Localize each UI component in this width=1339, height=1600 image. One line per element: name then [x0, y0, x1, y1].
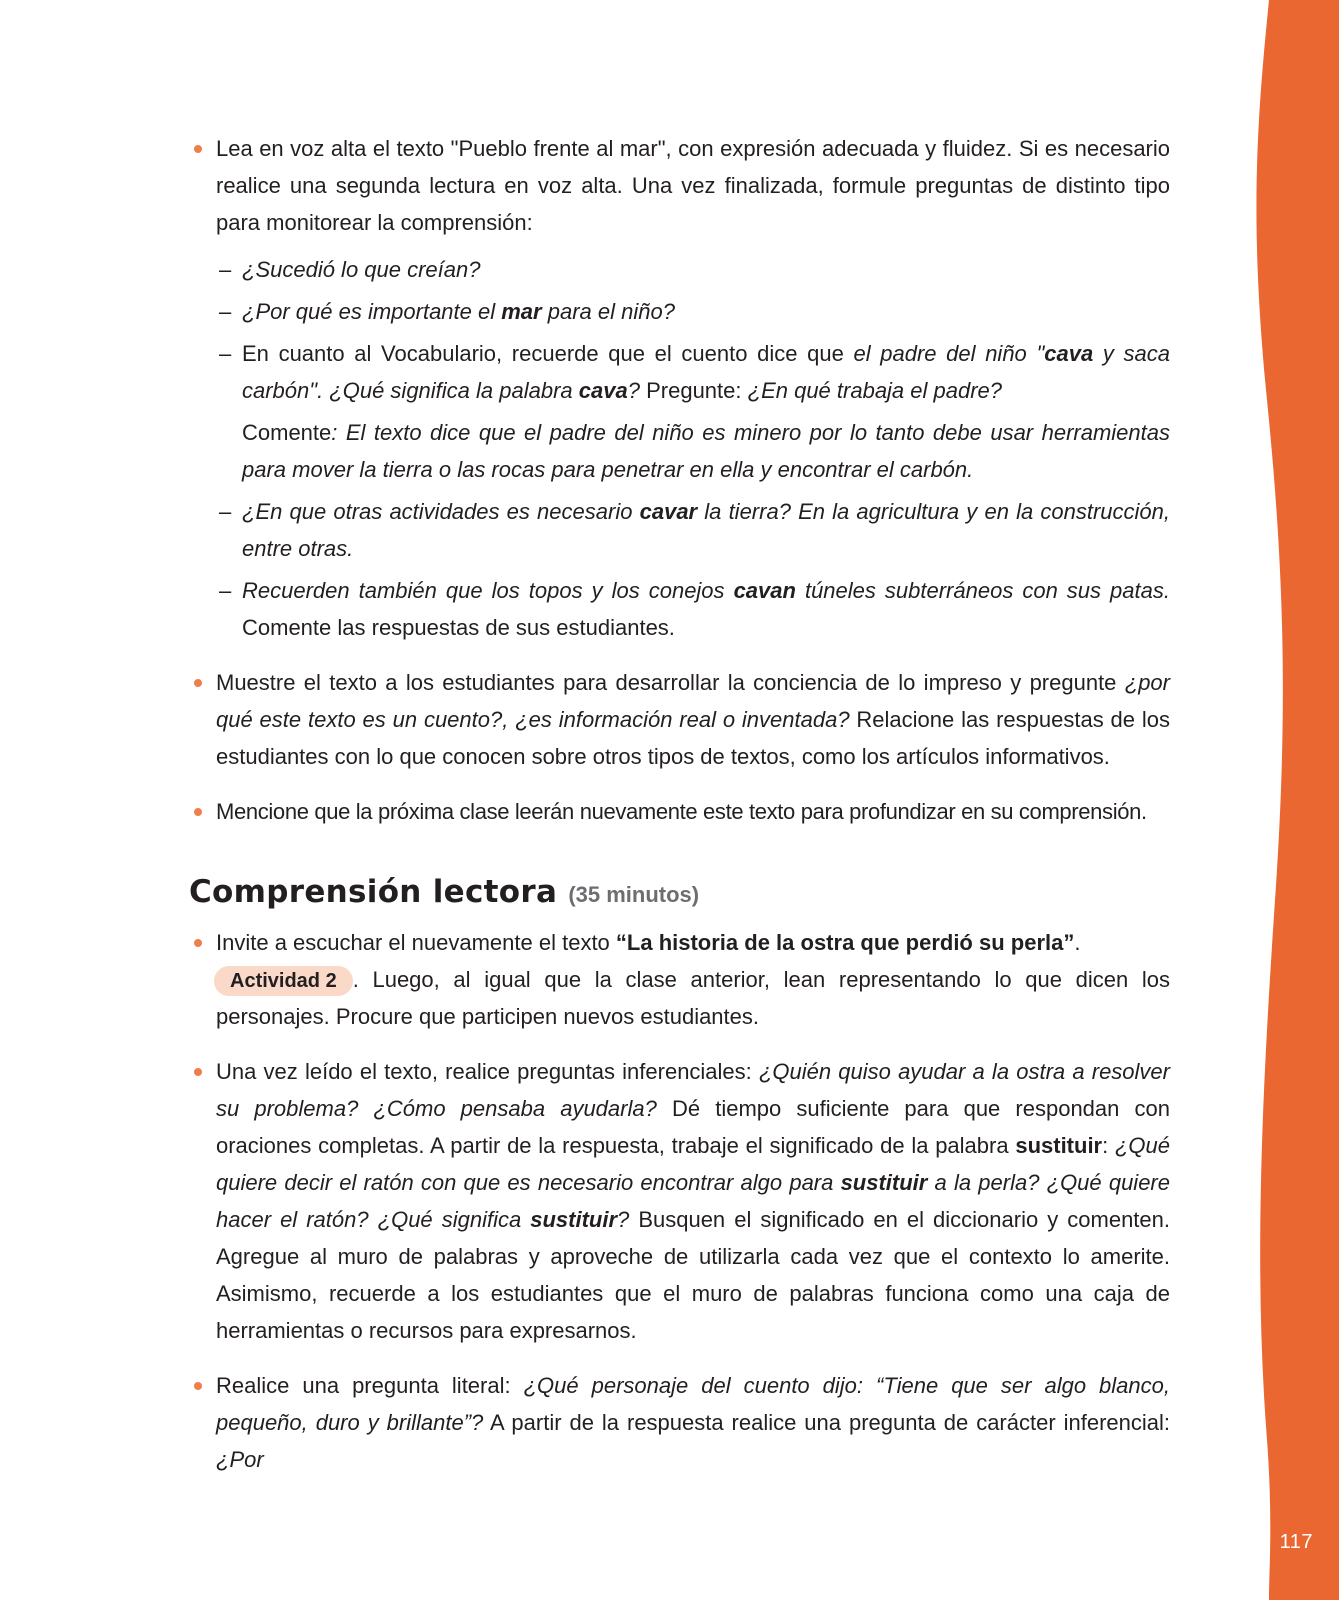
bullet-text: Una vez leído el texto, realice preguntas inferenciales:	[216, 1059, 759, 1084]
question-text: ¿Por qué es importante el	[242, 299, 502, 324]
question-text: Recuerden también que los topos y los conejos	[242, 578, 734, 603]
page-content	[189, 130, 1171, 1478]
bullet-question: ¿Quién quiso ayudar a la ostra a resolver su problema? ¿Cómo pensaba ayudarla?	[216, 1059, 1170, 1121]
bullet-text: Relacione las respuestas de los estudiantes con lo que conocen sobre otros tipos de textos, como los artículos informativos.	[216, 707, 1170, 769]
question-item	[216, 572, 1170, 646]
keyword-sustituir: sustituir	[530, 1207, 618, 1232]
story-title: “La historia de la ostra que perdió su perla”	[615, 930, 1075, 955]
bullet-question: a la perla? ¿Qué quiere hacer el ratón? ¿Qué significa	[216, 1170, 1170, 1232]
bullet-listen-again	[192, 924, 1170, 1035]
question-text: ?	[627, 378, 640, 403]
question-text: el padre del niño "	[853, 341, 1045, 366]
question-text: En cuanto al Vocabulario, recuerde que el cuento dice que	[242, 341, 854, 366]
bullet-literal-question	[192, 1367, 1170, 1478]
keyword-sustituir: sustituir	[1015, 1133, 1103, 1158]
bullet-text: Invite a escuchar el nuevamente el texto	[216, 930, 616, 955]
comment-text: : El texto dice que el padre del niño es minero por lo tanto debe usar herramientas para mover la tierra o las rocas para penetrar en ella y encontrar el carbón.	[242, 420, 1170, 482]
question-item	[216, 335, 1170, 409]
keyword-cavar: cavar	[639, 499, 698, 524]
bullet-text: Busquen el significado en el diccionario y comenten. Agregue al muro de palabras y aproveche de utilizarla cada vez que el contexto lo amerite. Asimismo, recuerde a los estudiantes que el muro de palabras funciona como una caja de herramientas o recursos para expresarnos.	[216, 1207, 1170, 1343]
keyword-cava: cava	[578, 378, 628, 403]
bullet-text: .	[1074, 930, 1081, 955]
question-list	[216, 493, 1170, 646]
bullet-question: ¿Por	[216, 1447, 264, 1472]
question-text: ¿Sucedió lo que creían?	[242, 257, 481, 282]
comment-label: Comente	[242, 420, 332, 445]
bullet-inferential-questions	[192, 1053, 1170, 1349]
question-text: túneles subterráneos con sus patas.	[795, 578, 1170, 603]
keyword-sustituir: sustituir	[840, 1170, 928, 1195]
bullet-read-aloud	[192, 130, 1170, 646]
section-title: Comprensión lectora	[189, 874, 558, 910]
bullet-text: A partir de la respuesta realice una pregunta de carácter inferencial:	[483, 1410, 1171, 1435]
keyword-cava: cava	[1044, 341, 1094, 366]
question-item	[216, 293, 1170, 330]
question-text: ¿En qué trabaja el padre?	[747, 378, 1003, 403]
page-number: 117	[1279, 1531, 1313, 1553]
question-list	[216, 251, 1170, 409]
bullet-question: ¿Qué personaje del cuento dijo: “Tiene que ser algo blanco, pequeño, duro y brillante”?	[216, 1373, 1170, 1435]
keyword-mar: mar	[501, 299, 542, 324]
comment-paragraph	[216, 414, 1170, 488]
bullet-text: Muestre el texto a los estudiantes para desarrollar la conciencia de lo impreso y pregunte	[216, 670, 1125, 695]
question-text: la tierra? En la agricultura y en la construcción, entre otras.	[242, 499, 1170, 561]
bullet-text: Dé tiempo suficiente para que respondan con oraciones completas. A partir de la respuesta, trabaje el significado de la palabra	[216, 1096, 1170, 1158]
question-item	[216, 251, 1170, 288]
keyword-cavan: cavan	[733, 578, 796, 603]
question-text: Pregunte:	[639, 378, 748, 403]
section-heading	[189, 874, 1170, 910]
section-duration: (35 minutos)	[568, 882, 700, 907]
question-text: para el niño?	[541, 299, 675, 324]
side-orange-band	[1239, 0, 1339, 1600]
bullet-question: ¿por qué este texto es un cuento?, ¿es información real o inventada?	[216, 670, 1170, 732]
bullet-next-class: Mencione que la próxima clase leerán nuevamente este texto para profundizar en su comprensión.	[192, 793, 1170, 830]
question-text: y saca carbón". ¿Qué significa la palabra	[242, 341, 1170, 403]
bullet-text: :	[1102, 1133, 1115, 1158]
bullet-text: Lea en voz alta el texto "Pueblo frente al mar", con expresión adecuada y fluidez. Si es necesario realice una segunda lectura en voz alta. Una vez finalizada, formule preguntas de distinto tipo para monitorear la comprensión:	[216, 136, 1170, 235]
activity-badge: Actividad 2	[214, 966, 353, 996]
question-text: Comente las respuestas de sus estudiantes.	[242, 615, 675, 640]
question-text: ¿En que otras actividades es necesario	[242, 499, 640, 524]
bullet-text: . Luego, al igual que la clase anterior, lean representando lo que dicen los personajes. Procure que participen nuevos estudiantes.	[216, 967, 1170, 1029]
bullet-question: ?	[617, 1207, 630, 1232]
bullet-text: Realice una pregunta literal:	[216, 1373, 524, 1398]
side-band-shape	[1256, 0, 1339, 1600]
bullet-print-awareness	[192, 664, 1170, 775]
question-item	[216, 493, 1170, 567]
bullet-question: ¿Qué quiere decir el ratón con que es necesario encontrar algo para	[216, 1133, 1171, 1195]
